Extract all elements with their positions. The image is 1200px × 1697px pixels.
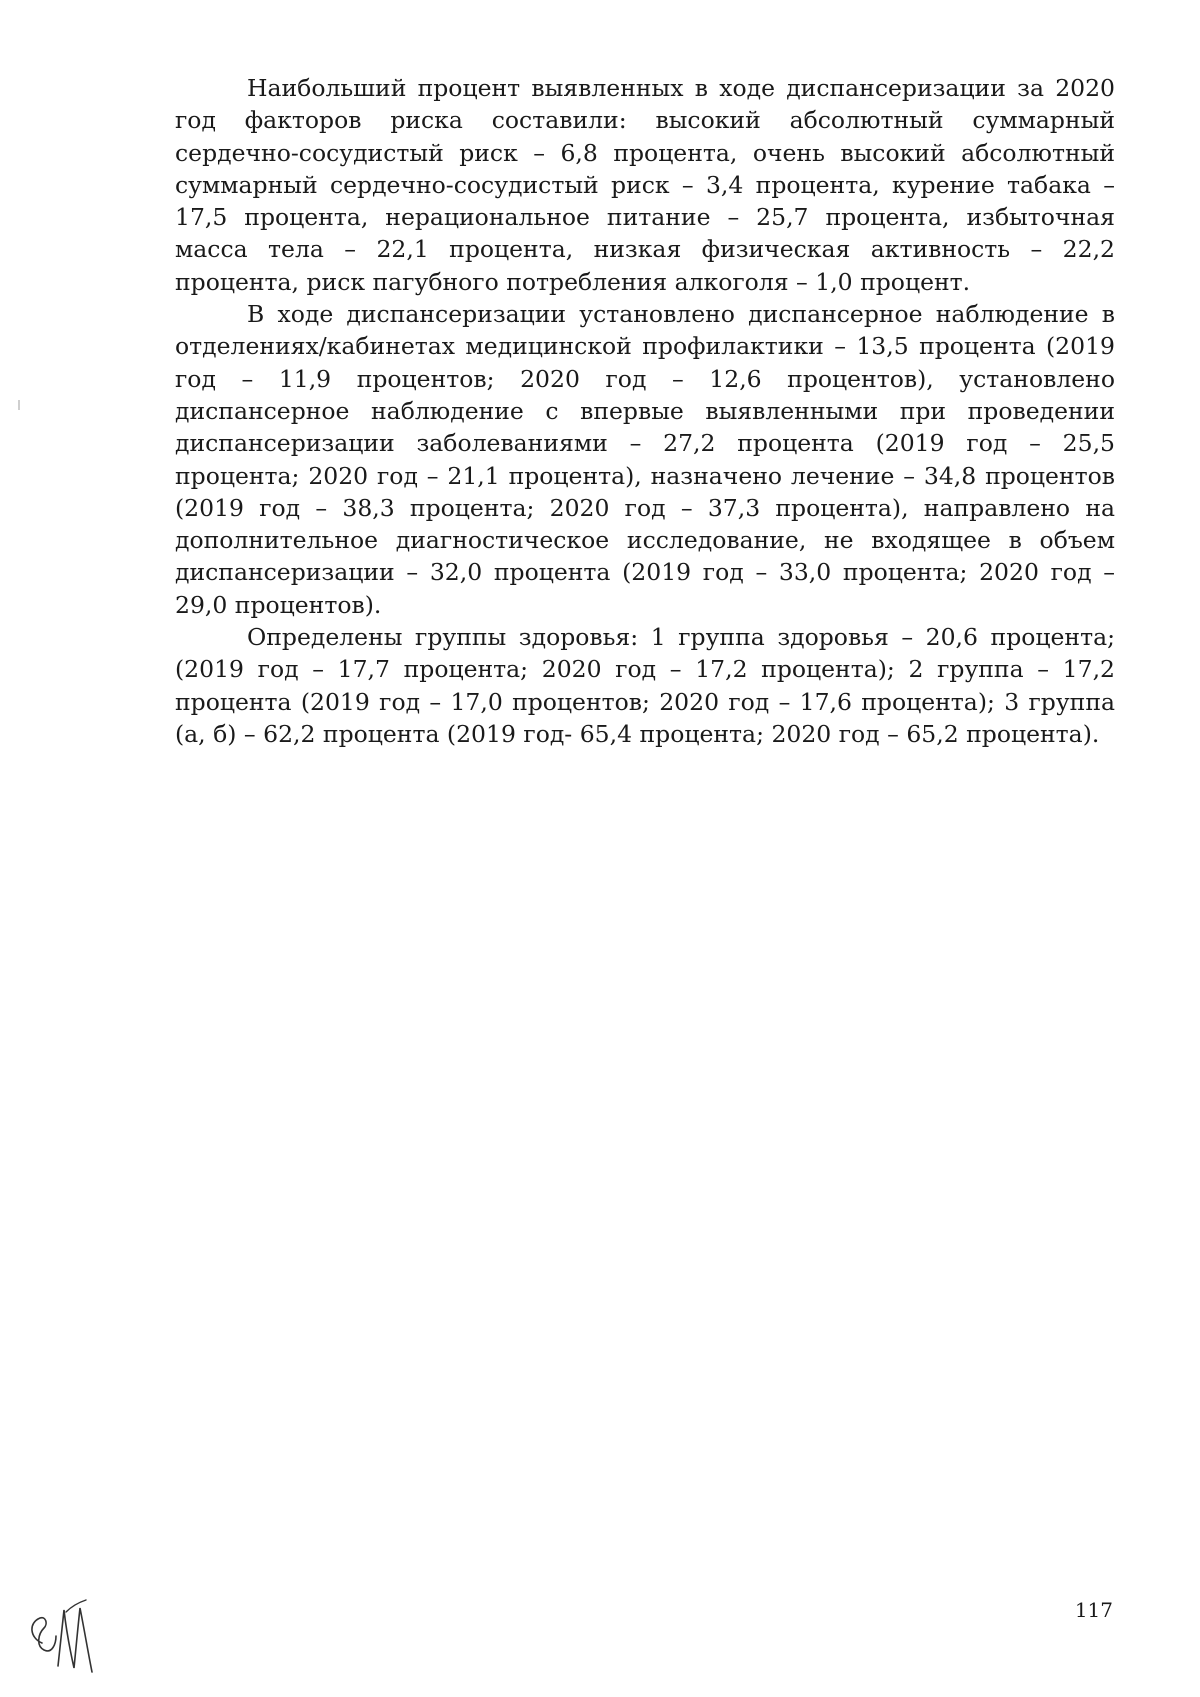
paragraph-risk-factors: Наибольший процент выявленных в ходе диспансеризации за 2020 год факторов риска составили: высокий абсолютный суммарный сердечно-сосудистый риск – 6,8 процента, очень высокий абсолютный суммарный сердечно-сосудистый риск – 3,4 процента, курение табака – 17,5 процента, нерациональное питание – 25,7 процента, избыточная масса тела – 22,1 процента, низкая физическая активность – 22,2 процента, риск пагубного потребления алкоголя – 1,0 процент. — [175, 74, 1115, 296]
scan-artifact — [18, 400, 20, 410]
signature-icon — [22, 1588, 112, 1678]
page-number: 117 — [1074, 1598, 1113, 1622]
body-text — [175, 72, 1115, 750]
paragraph-observation: В ходе диспансеризации установлено диспансерное наблюдение в отделениях/кабинетах медицинской профилактики – 13,5 процента (2019 год – 11,9 процентов; 2020 год – 12,6 процентов), установлено диспансерное наблюдение с впервые выявленными при проведении диспансеризации заболеваниями – 27,2 процента (2019 год – 25,5 процента; 2020 год – 21,1 процента), назначено лечение – 34,8 процентов (2019 год – 38,3 процента; 2020 год – 37,3 процента), направлено на дополнительное диагностическое исследование, не входящее в объем диспансеризации – 32,0 процента (2019 год – 33,0 процента; 2020 год – 29,0 процентов). — [175, 300, 1115, 619]
paragraph-health-groups: Определены группы здоровья: 1 группа здоровья – 20,6 процента; (2019 год – 17,7 процента; 2020 год – 17,2 процента); 2 группа – 17,2 процента (2019 год – 17,0 процентов; 2020 год – 17,6 процента); 3 группа (а, б) – 62,2 процента (2019 год- 65,4 процента; 2020 год – 65,2 процента). — [175, 623, 1115, 748]
